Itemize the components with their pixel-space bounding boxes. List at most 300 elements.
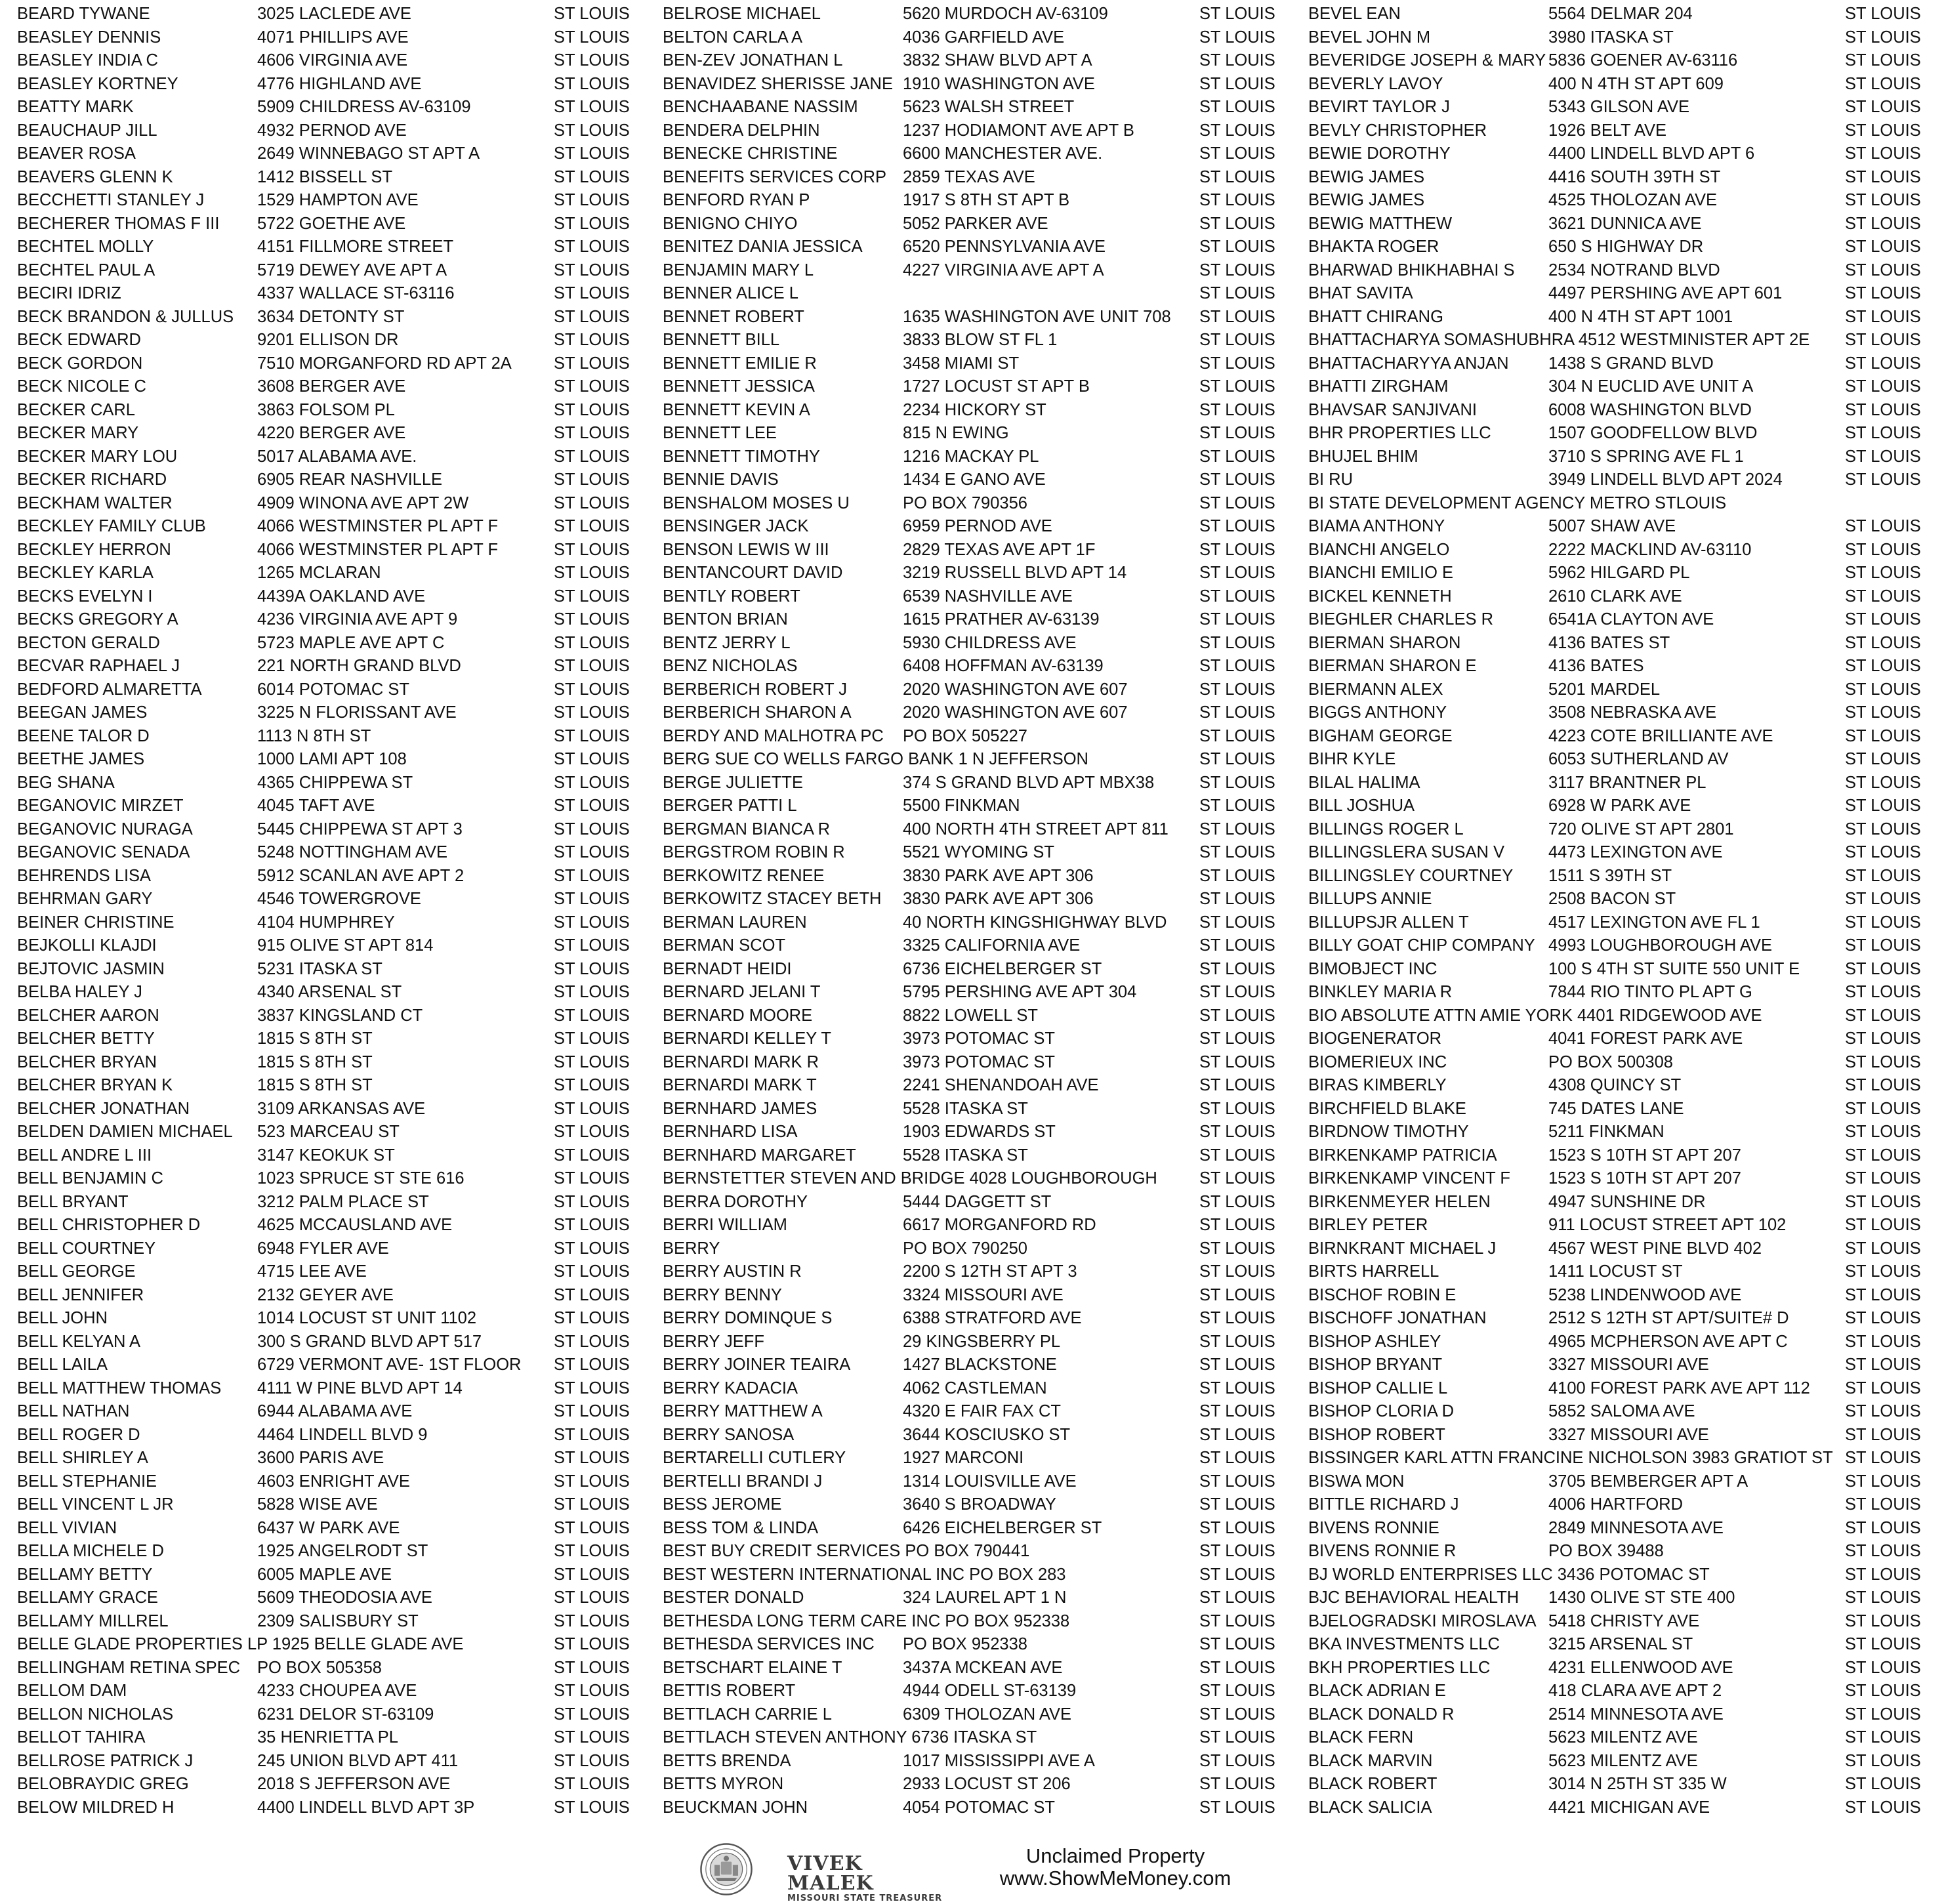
list-item <box>1308 1260 1938 1284</box>
list-item <box>1308 1726 1938 1750</box>
owner-city: ST LOUIS <box>1845 1682 1921 1700</box>
list-item <box>663 422 1293 445</box>
owner-city: ST LOUIS <box>554 1239 630 1258</box>
list-item <box>663 1470 1293 1494</box>
list-item <box>1308 1610 1938 1634</box>
owner-name: BERRY KADACIA <box>663 1378 798 1397</box>
owner-name: BISCHOFF JONATHAN <box>1308 1309 1487 1327</box>
owner-name: BENECKE CHRISTINE <box>663 144 838 163</box>
list-item <box>17 1121 647 1144</box>
owner-address: PO BOX 39488 <box>1548 1542 1664 1560</box>
owner-name: BERMAN LAUREN <box>663 913 807 932</box>
list-item <box>1308 1400 1938 1424</box>
list-item <box>17 1400 647 1424</box>
owner-name: BILLY GOAT CHIP COMPANY <box>1308 936 1535 955</box>
owner-city: ST LOUIS <box>1199 1076 1275 1094</box>
list-item <box>17 445 647 469</box>
owner-city: ST LOUIS <box>554 470 630 489</box>
owner-address: 5623 MILENTZ AVE <box>1548 1751 1698 1770</box>
owner-name: BJELOGRADSKI MIROSLAVA <box>1308 1611 1537 1630</box>
owner-name: BIVENS RONNIE <box>1308 1518 1439 1537</box>
owner-address: 5836 GOENER AV-63116 <box>1548 51 1738 70</box>
owner-name: BERNARDI MARK R <box>663 1052 819 1071</box>
owner-address: 4220 BERGER AVE <box>257 424 406 442</box>
owner-name: BENEFITS SERVICES CORP <box>663 167 887 186</box>
owner-address: 5007 SHAW AVE <box>1548 517 1676 535</box>
owner-name: BEASLEY KORTNEY <box>17 74 178 93</box>
owner-name: BENZ NICHOLAS <box>663 657 798 675</box>
owner-name: BISHOP CALLIE L <box>1308 1378 1448 1397</box>
owner-address: 1314 LOUISVILLE AVE <box>903 1472 1077 1491</box>
owner-name: BECK EDWARD <box>17 331 141 349</box>
owner-name: BIHR KYLE <box>1308 750 1396 768</box>
list-item <box>663 655 1293 678</box>
owner-city: ST LOUIS <box>1199 1123 1275 1141</box>
list-item <box>663 1074 1293 1098</box>
owner-city: ST LOUIS <box>1845 1705 1921 1724</box>
owner-city: ST LOUIS <box>1199 750 1275 768</box>
list-item <box>1308 399 1938 423</box>
list-item <box>663 1051 1293 1075</box>
owner-name: BISHOP ASHLEY <box>1308 1332 1441 1351</box>
owner-city: ST LOUIS <box>1199 1611 1275 1630</box>
owner-name: BIVENS RONNIE R <box>1308 1542 1457 1560</box>
owner-address: PO BOX 500308 <box>1548 1052 1673 1071</box>
owner-name: BETHESDA SERVICES INC <box>663 1635 875 1653</box>
list-item <box>17 1517 647 1541</box>
owner-city: ST LOUIS <box>554 1123 630 1141</box>
owner-address: 4439A OAKLAND AVE <box>257 587 426 606</box>
owner-address: 4041 FOREST PARK AVE <box>1548 1029 1743 1048</box>
list-item <box>17 1493 647 1517</box>
list-item <box>663 375 1293 399</box>
owner-name: BERBERICH SHARON A <box>663 703 852 722</box>
notice-url[interactable]: www.ShowMeMoney.com <box>999 1867 1231 1890</box>
owner-address: 2309 SALISBURY ST <box>257 1611 419 1630</box>
owner-city: ST LOUIS <box>554 191 630 209</box>
owner-name: BELOBRAYDIC GREG <box>17 1775 189 1793</box>
owner-address: 5521 WYOMING ST <box>903 843 1054 861</box>
owner-address: 1434 E GANO AVE <box>903 470 1046 489</box>
list-item <box>663 96 1293 119</box>
owner-city: ST LOUIS <box>1845 1565 1921 1584</box>
list-item <box>663 1167 1293 1191</box>
owner-name: BEJTOVIC JASMIN <box>17 959 165 978</box>
owner-city: ST LOUIS <box>1845 1728 1921 1747</box>
owner-address: 4045 TAFT AVE <box>257 797 375 815</box>
owner-city: ST LOUIS <box>554 1705 630 1724</box>
owner-city: ST LOUIS <box>1845 1099 1921 1118</box>
owner-name: BERMAN SCOT <box>663 936 786 955</box>
owner-name: BEVIRT TAYLOR J <box>1308 98 1450 116</box>
owner-city: ST LOUIS <box>1199 191 1275 209</box>
owner-name-address: BERG SUE CO WELLS FARGO BANK 1 N JEFFERSON <box>663 750 1088 768</box>
owner-name: BELOW MILDRED H <box>17 1798 175 1817</box>
list-item <box>1308 1354 1938 1377</box>
owner-address: 3147 KEOKUK ST <box>257 1146 395 1165</box>
owner-name: BELL JOHN <box>17 1309 108 1327</box>
list-item <box>663 701 1293 725</box>
owner-name: BEUCKMAN JOHN <box>663 1798 808 1817</box>
owner-address: 2933 LOCUST ST 206 <box>903 1775 1071 1793</box>
list-item <box>1308 678 1938 702</box>
owner-address: 2508 BACON ST <box>1548 890 1676 908</box>
owner-city: ST LOUIS <box>1845 144 1921 163</box>
owner-city: ST LOUIS <box>1845 1472 1921 1491</box>
owner-city: ST LOUIS <box>1845 1611 1921 1630</box>
owner-city: ST LOUIS <box>1845 773 1921 792</box>
list-item <box>663 958 1293 982</box>
owner-address: 1635 WASHINGTON AVE UNIT 708 <box>903 307 1171 326</box>
owner-address: 374 S GRAND BLVD APT MBX38 <box>903 773 1155 792</box>
owner-name: BECKER CARL <box>17 400 135 419</box>
owner-city: ST LOUIS <box>554 98 630 116</box>
owner-name: BEVEL EAN <box>1308 5 1401 23</box>
list-item <box>663 1563 1293 1587</box>
list-item <box>663 1121 1293 1144</box>
owner-name: BILLINGSLEY COURTNEY <box>1308 866 1514 885</box>
owner-city: ST LOUIS <box>1845 797 1921 815</box>
owner-name: BECK GORDON <box>17 354 143 373</box>
owner-name: BENNIE DAVIS <box>663 470 779 489</box>
owner-address: 745 DATES LANE <box>1548 1099 1684 1118</box>
owner-address: 5564 DELMAR 204 <box>1548 5 1693 23</box>
owner-address: 3863 FOLSOM PL <box>257 400 395 419</box>
list-item <box>1308 1307 1938 1331</box>
owner-city: ST LOUIS <box>1845 1192 1921 1211</box>
owner-address: 5017 ALABAMA AVE. <box>257 447 417 466</box>
owner-address: 5609 THEODOSIA AVE <box>257 1588 432 1607</box>
owner-name: BHATT CHIRANG <box>1308 307 1443 326</box>
owner-city: ST LOUIS <box>1845 1309 1921 1327</box>
owner-name: BIRKENKAMP VINCENT F <box>1308 1169 1510 1188</box>
owner-address: 3212 PALM PLACE ST <box>257 1192 429 1211</box>
owner-address: 6600 MANCHESTER AVE. <box>903 144 1103 163</box>
list-item <box>17 701 647 725</box>
owner-address: 4464 LINDELL BLVD 9 <box>257 1425 428 1444</box>
owner-name: BILL JOSHUA <box>1308 797 1415 815</box>
owner-city: ST LOUIS <box>1199 51 1275 70</box>
list-item <box>17 1377 647 1401</box>
owner-city: ST LOUIS <box>1845 703 1921 722</box>
owner-name: BILLINGSLERA SUSAN V <box>1308 843 1505 861</box>
list-item <box>1308 562 1938 585</box>
owner-city: ST LOUIS <box>1199 1798 1275 1817</box>
listing-column-1 <box>17 3 647 1819</box>
list-item <box>17 352 647 376</box>
list-item <box>1308 1237 1938 1261</box>
list-item <box>17 1144 647 1168</box>
list-item <box>17 585 647 609</box>
list-item <box>663 1540 1293 1563</box>
list-item <box>663 1796 1293 1820</box>
list-item <box>17 1027 647 1051</box>
owner-city: ST LOUIS <box>1199 633 1275 652</box>
owner-address: 4497 PERSHING AVE APT 601 <box>1548 284 1783 302</box>
list-item <box>1308 1051 1938 1075</box>
list-item <box>1308 119 1938 143</box>
owner-name-address: BEST WESTERN INTERNATIONAL INC PO BOX 283 <box>663 1565 1066 1584</box>
list-item <box>17 818 647 842</box>
owner-city: ST LOUIS <box>554 680 630 699</box>
owner-city: ST LOUIS <box>554 214 630 233</box>
owner-address: 3219 RUSSELL BLVD APT 14 <box>903 564 1127 582</box>
list-item <box>17 1191 647 1214</box>
list-item <box>1308 1424 1938 1447</box>
owner-city: ST LOUIS <box>1845 1029 1921 1048</box>
owner-name: BERRY JOINER TEAIRA <box>663 1356 851 1374</box>
owner-city: ST LOUIS <box>1845 5 1921 23</box>
list-item <box>17 1470 647 1494</box>
owner-city: ST LOUIS <box>1199 260 1275 279</box>
owner-name: BKH PROPERTIES LLC <box>1308 1658 1491 1677</box>
owner-city: ST LOUIS <box>554 1029 630 1048</box>
list-item <box>17 1586 647 1610</box>
owner-name: BELL ROGER D <box>17 1425 140 1444</box>
list-item <box>1308 492 1938 516</box>
owner-city: ST LOUIS <box>554 657 630 675</box>
owner-city: ST LOUIS <box>1845 377 1921 396</box>
owner-address: 2534 NOTRAND BLVD <box>1548 260 1720 279</box>
owner-address: 1727 LOCUST ST APT B <box>903 377 1090 396</box>
owner-name: BLACK ROBERT <box>1308 1775 1437 1793</box>
list-item <box>663 1517 1293 1541</box>
owner-address: 4111 W PINE BLVD APT 14 <box>257 1378 463 1397</box>
list-item <box>663 772 1293 795</box>
owner-city: ST LOUIS <box>1845 260 1921 279</box>
owner-address: 6437 W PARK AVE <box>257 1518 400 1537</box>
owner-name: BERTARELLI CUTLERY <box>663 1449 846 1467</box>
owner-address: 3705 BEMBERGER APT A <box>1548 1472 1748 1491</box>
list-item <box>663 1191 1293 1214</box>
owner-city: ST LOUIS <box>1845 1518 1921 1537</box>
owner-city: ST LOUIS <box>554 354 630 373</box>
owner-address: 4546 TOWERGROVE <box>257 890 421 908</box>
owner-city: ST LOUIS <box>1199 1192 1275 1211</box>
owner-address: 5623 MILENTZ AVE <box>1548 1728 1698 1747</box>
owner-name: BELLON NICHOLAS <box>17 1705 174 1724</box>
owner-address: 2849 MINNESOTA AVE <box>1548 1518 1724 1537</box>
list-item <box>17 468 647 492</box>
owner-city: ST LOUIS <box>1845 750 1921 768</box>
owner-city: ST LOUIS <box>1199 1588 1275 1607</box>
owner-address: 3980 ITASKA ST <box>1548 28 1674 47</box>
list-item <box>1308 632 1938 655</box>
owner-city: ST LOUIS <box>1845 191 1921 209</box>
list-item <box>1308 1470 1938 1494</box>
owner-name: BEHRMAN GARY <box>17 890 153 908</box>
list-item <box>17 981 647 1004</box>
list-item <box>17 841 647 865</box>
owner-address: 4993 LOUGHBOROUGH AVE <box>1548 936 1773 955</box>
owner-city: ST LOUIS <box>1845 819 1921 838</box>
owner-city: ST LOUIS <box>1199 1449 1275 1467</box>
owner-name: BEG SHANA <box>17 773 115 792</box>
owner-name: BISHOP ROBERT <box>1308 1425 1445 1444</box>
owner-name: BELL KELYAN A <box>17 1332 141 1351</box>
owner-address: 1927 MARCONI <box>903 1449 1024 1467</box>
owner-name: BIMOBJECT INC <box>1308 959 1437 978</box>
owner-name: BELLAMY MILLREL <box>17 1611 169 1630</box>
owner-address: 5238 LINDENWOOD AVE <box>1548 1285 1742 1304</box>
list-item <box>663 49 1293 73</box>
owner-name: BIRNKRANT MICHAEL J <box>1308 1239 1497 1258</box>
owner-city: ST LOUIS <box>1845 913 1921 932</box>
owner-name: BEJKOLLI KLAJDI <box>17 936 157 955</box>
owner-city: ST LOUIS <box>554 1775 630 1793</box>
owner-city: ST LOUIS <box>1845 28 1921 47</box>
list-item <box>17 934 647 958</box>
list-item <box>1308 655 1938 678</box>
owner-city: ST LOUIS <box>1845 1169 1921 1188</box>
owner-address: 4606 VIRGINIA AVE <box>257 51 408 70</box>
owner-name: BERGER PATTI L <box>663 797 797 815</box>
owner-city: ST LOUIS <box>554 564 630 582</box>
owner-city: ST LOUIS <box>1845 610 1921 629</box>
owner-name: BERRY AUSTIN R <box>663 1262 802 1281</box>
owner-city: ST LOUIS <box>1845 959 1921 978</box>
owner-name-address: BJ WORLD ENTERPRISES LLC 3436 POTOMAC ST <box>1308 1565 1710 1584</box>
owner-address: 3508 NEBRASKA AVE <box>1548 703 1717 722</box>
owner-city: ST LOUIS <box>1845 1052 1921 1071</box>
owner-address: 3640 S BROADWAY <box>903 1495 1056 1514</box>
owner-address: 5852 SALOMA AVE <box>1548 1402 1695 1420</box>
owner-city: ST LOUIS <box>554 1495 630 1514</box>
owner-address: 6309 THOLOZAN AVE <box>903 1705 1072 1724</box>
owner-name: BERGSTROM ROBIN R <box>663 843 845 861</box>
list-item <box>663 585 1293 609</box>
owner-city: ST LOUIS <box>1199 1006 1275 1025</box>
owner-name: BETTLACH CARRIE L <box>663 1705 832 1724</box>
owner-address: 4066 WESTMINSTER PL APT F <box>257 517 499 535</box>
owner-address: 6905 REAR NASHVILLE <box>257 470 443 489</box>
list-item <box>663 1027 1293 1051</box>
owner-city: ST LOUIS <box>1199 1518 1275 1537</box>
owner-address: 720 OLIVE ST APT 2801 <box>1548 819 1734 838</box>
owner-name: BENNETT BILL <box>663 331 780 349</box>
owner-name: BERNHARD LISA <box>663 1123 798 1141</box>
owner-name: BELTON CARLA A <box>663 28 803 47</box>
owner-city: ST LOUIS <box>1199 936 1275 955</box>
owner-name: BENSINGER JACK <box>663 517 809 535</box>
owner-address: 915 OLIVE ST APT 814 <box>257 936 434 955</box>
owner-name: BERRA DOROTHY <box>663 1192 808 1211</box>
owner-name: BENNETT LEE <box>663 424 777 442</box>
owner-name: BEVERLY LAVOY <box>1308 74 1443 93</box>
owner-city: ST LOUIS <box>1845 51 1921 70</box>
owner-name: BELLOT TAHIRA <box>17 1728 146 1747</box>
owner-city: ST LOUIS <box>1845 1356 1921 1374</box>
list-item <box>1308 213 1938 236</box>
owner-name: BEENE TALOR D <box>17 726 150 745</box>
list-item <box>17 1424 647 1447</box>
owner-name: BEWIG MATTHEW <box>1308 214 1453 233</box>
owner-city: ST LOUIS <box>1199 680 1275 699</box>
owner-address: 2020 WASHINGTON AVE 607 <box>903 680 1128 699</box>
owner-city: ST LOUIS <box>1199 983 1275 1001</box>
owner-name: BECVAR RAPHAEL J <box>17 657 180 675</box>
owner-city: ST LOUIS <box>1199 1332 1275 1351</box>
list-item <box>663 236 1293 259</box>
owner-city: ST LOUIS <box>554 1682 630 1700</box>
owner-address: 1910 WASHINGTON AVE <box>903 74 1095 93</box>
owner-city: ST LOUIS <box>554 1658 630 1677</box>
owner-address: 5930 CHILDRESS AVE <box>903 633 1077 652</box>
list-item <box>1308 981 1938 1004</box>
owner-name: BECKER MARY LOU <box>17 447 178 466</box>
list-item <box>17 1004 647 1028</box>
owner-name: BELL MATTHEW THOMAS <box>17 1378 222 1397</box>
list-item <box>1308 1098 1938 1121</box>
list-item <box>663 515 1293 539</box>
list-item <box>663 1633 1293 1657</box>
owner-address: 1427 BLACKSTONE <box>903 1356 1057 1374</box>
list-item <box>663 632 1293 655</box>
list-item <box>1308 1540 1938 1563</box>
owner-name: BELL SHIRLEY A <box>17 1449 148 1467</box>
owner-address: 6388 STRATFORD AVE <box>903 1309 1082 1327</box>
owner-city: ST LOUIS <box>554 1169 630 1188</box>
list-item <box>17 189 647 213</box>
owner-name: BERRI WILLIAM <box>663 1216 787 1234</box>
owner-name: BELL STEPHANIE <box>17 1472 157 1491</box>
owner-city: ST LOUIS <box>1845 1239 1921 1258</box>
list-item <box>663 166 1293 190</box>
owner-name: BECTON GERALD <box>17 633 160 652</box>
owner-city: ST LOUIS <box>1199 657 1275 675</box>
list-item <box>17 1447 647 1470</box>
owner-name: BEWIE DOROTHY <box>1308 144 1451 163</box>
list-item <box>17 1167 647 1191</box>
owner-city: ST LOUIS <box>1199 1705 1275 1724</box>
list-item <box>1308 539 1938 562</box>
owner-city: ST LOUIS <box>1845 843 1921 861</box>
owner-address: 4517 LEXINGTON AVE FL 1 <box>1548 913 1760 932</box>
owner-name: BELDEN DAMIEN MICHAEL <box>17 1123 233 1141</box>
owner-address: 2200 S 12TH ST APT 3 <box>903 1262 1077 1281</box>
owner-address: 3225 N FLORISSANT AVE <box>257 703 457 722</box>
owner-name: BKA INVESTMENTS LLC <box>1308 1635 1500 1653</box>
owner-address: 6928 W PARK AVE <box>1548 797 1691 815</box>
owner-city: ST LOUIS <box>1845 470 1921 489</box>
owner-city: ST LOUIS <box>1845 98 1921 116</box>
owner-name: BEASLEY INDIA C <box>17 51 158 70</box>
owner-city: ST LOUIS <box>1845 1006 1921 1025</box>
owner-name: BHATTI ZIRGHAM <box>1308 377 1449 396</box>
list-item <box>663 259 1293 283</box>
list-item <box>663 352 1293 376</box>
list-item <box>17 49 647 73</box>
owner-name: BISHOP CLORIA D <box>1308 1402 1455 1420</box>
owner-address: 6008 WASHINGTON BLVD <box>1548 400 1752 419</box>
owner-address: 1430 OLIVE ST STE 400 <box>1548 1588 1735 1607</box>
owner-city: ST LOUIS <box>1845 726 1921 745</box>
list-item <box>663 795 1293 818</box>
owner-name-address: BENNER ALICE L <box>663 284 798 302</box>
owner-city: ST LOUIS <box>1199 28 1275 47</box>
owner-name: BECKHAM WALTER <box>17 493 173 512</box>
owner-address: 400 N 4TH ST APT 1001 <box>1548 307 1733 326</box>
list-item <box>1308 166 1938 190</box>
owner-address: 324 LAUREL APT 1 N <box>903 1588 1067 1607</box>
list-item <box>17 1540 647 1563</box>
owner-address: 5909 CHILDRESS AV-63109 <box>257 98 471 116</box>
owner-city: ST LOUIS <box>1845 1378 1921 1397</box>
owner-address: 2241 SHENANDOAH AVE <box>903 1076 1099 1094</box>
owner-name: BIRKENMEYER HELEN <box>1308 1192 1491 1211</box>
owner-address: 4400 LINDELL BLVD APT 3P <box>257 1798 475 1817</box>
owner-name: BLACK FERN <box>1308 1728 1414 1747</box>
